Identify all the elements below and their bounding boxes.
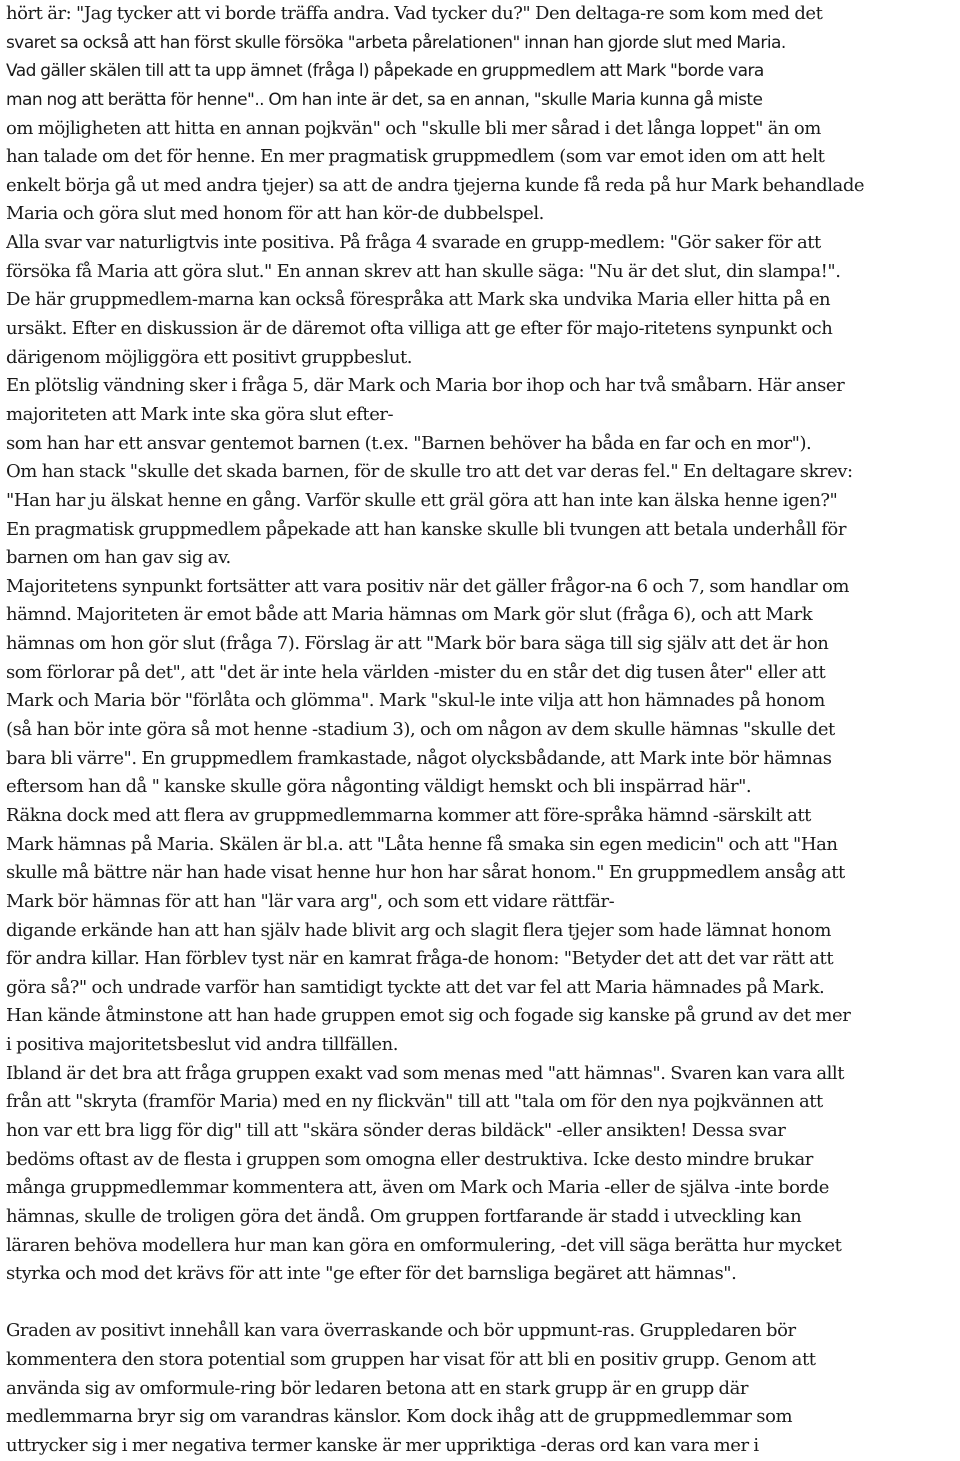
text-line: hämnas, skulle de troligen göra det ändå. Om gruppen fortfarande är stadd i utveckling kan <box>6 1205 802 1227</box>
text-line: (så han bör inte göra så mot henne -stadium 3), och om någon av dem skulle hämnas "skulle det <box>6 719 835 741</box>
text-line: De här gruppmedlem-marna kan också förespråka att Mark ska undvika Maria eller hitta på en <box>6 289 831 311</box>
text-line: svaret sa också att han först skulle försöka "arbeta pårelationen" innan han gjorde slut med Maria. <box>6 32 786 53</box>
text-line: skulle må bättre när han hade visat henne hur hon har sårat honom." En gruppmedlem ansåg att <box>6 862 845 884</box>
text-line: digande erkände han att han själv hade blivit arg och slagit flera tjejer som hade lämnat honom <box>6 919 831 941</box>
paragraph-gap <box>6 1289 960 1318</box>
text-line: styrka och mod det krävs för att inte "ge efter för det barnsliga begäret att hämnas". <box>6 1263 737 1285</box>
text-line: göra så?" och undrade varför han samtidigt tyckte att det var fel att Maria hämnades på Mark. <box>6 976 825 998</box>
text-line: han talade om det för henne. En mer pragmatisk gruppmedlem (som var emot iden om att helt <box>6 146 825 168</box>
text-line: Räkna dock med att flera av gruppmedlemmarna kommer att före-språka hämnd -särskilt att <box>6 804 811 826</box>
text-line: som han har ett ansvar gentemot barnen (t.ex. "Barnen behöver ha båda en far och en mor"). <box>6 432 812 454</box>
text-line: majoriteten att Mark inte ska göra slut efter- <box>6 403 394 425</box>
text-line: försöka få Maria att göra slut." En annan skrev att han skulle säga: "Nu är det slut, din slampa!". <box>6 260 841 282</box>
text-line: hon var ett bra ligg för dig" till att "skära sönder deras bildäck" -eller ansikten! Dessa svar <box>6 1119 786 1141</box>
text-line: eftersom han då " kanske skulle göra någonting väldigt hemskt och bli inspärrad här". <box>6 776 752 798</box>
text-line: bedöms oftast av de flesta i gruppen som omogna eller destruktiva. Icke desto mindre brukar <box>6 1148 813 1170</box>
text-line: hört är: "Jag tycker att vi borde träffa andra. Vad tycker du?" Den deltaga-re som kom med det <box>6 3 823 24</box>
text-line: från att "skryta (framför Maria) med en ny flickvän" till att "tala om för den nya pojkvännen att <box>6 1091 823 1113</box>
text-line: "Han har ju älskat henne en gång. Varför skulle ett gräl göra att han inte kan älska henne igen?" <box>6 489 838 511</box>
text-line: Alla svar var naturligtvis inte positiva. På fråga 4 svarade en grupp-medlem: "Gör saker för att <box>6 232 821 254</box>
text-line: läraren behöva modellera hur man kan göra en omformulering, -det vill säga berätta hur mycket <box>6 1234 842 1256</box>
text-line: använda sig av omformule-ring bör ledaren betona att en stark grupp är en grupp där <box>6 1377 749 1399</box>
text-line: En pragmatisk gruppmedlem påpekade att han kanske skulle bli tvungen att betala underhåll för <box>6 518 846 540</box>
text-line: Majoritetens synpunkt fortsätter att vara positiv när det gäller frågor-na 6 och 7, som handlar om <box>6 575 850 597</box>
text-line: Graden av positivt innehåll kan vara överraskande och bör uppmunt-ras. Gruppledaren bör <box>6 1320 796 1342</box>
text-line: Om han stack "skulle det skada barnen, för de skulle tro att det var deras fel." En deltagare skrev: <box>6 461 853 483</box>
text-line: Mark hämnas på Maria. Skälen är bl.a. att "Låta henne få smaka sin egen medicin" och att "Han <box>6 833 838 855</box>
text-line: Vad gäller skälen till att ta upp ämnet (fråga l) påpekade en gruppmedlem att Mark "borde vara <box>6 61 764 82</box>
text-line: enkelt börja gå ut med andra tjejer) sa att de andra tjejerna kunde få reda på hur Mark behandlade <box>6 174 865 196</box>
text-line: ursäkt. Efter en diskussion är de däremot ofta villiga att ge efter för majo-ritetens synpunkt och <box>6 318 833 340</box>
text-line: hämnd. Majoriteten är emot både att Maria hämnas om Mark gör slut (fråga 6), och att Mark <box>6 604 813 626</box>
text-line: som förlorar på det", att "det är inte hela världen -mister du en står det dig tusen åter" eller att <box>6 661 826 683</box>
text-line: många gruppmedlemmar kommentera att, även om Mark och Maria -eller de själva -inte borde <box>6 1177 829 1199</box>
text-line: Han kände åtminstone att han hade gruppen emot sig och fogade sig kanske på grund av det mer <box>6 1005 851 1027</box>
text-line: medlemmarna bryr sig om varandras känslor. Kom dock ihåg att de gruppmedlemmar som <box>6 1406 793 1428</box>
text-line: kommentera den stora potential som gruppen har visat för att bli en positiv grupp. Genom att <box>6 1349 816 1371</box>
text-line: i positiva majoritetsbeslut vid andra tillfällen. <box>6 1034 398 1056</box>
text-line: om möjligheten att hitta en annan pojkvän" och "skulle bli mer sårad i det långa loppet" än om <box>6 117 821 139</box>
text-line: Mark bör hämnas för att han "lär vara arg", och som ett vidare rättfär- <box>6 890 615 912</box>
text-line: barnen om han gav sig av. <box>6 547 231 569</box>
text-line: därigenom möjliggöra ett positivt gruppbeslut. <box>6 346 413 368</box>
text-line: hämnas om hon gör slut (fråga 7). Förslag är att "Mark bör bara säga till sig själv att det är hon <box>6 633 829 655</box>
text-line: bara bli värre". En gruppmedlem framkastade, något olycksbådande, att Mark inte bör hämnas <box>6 747 832 769</box>
text-line: Ibland är det bra att fråga gruppen exakt vad som menas med "att hämnas". Svaren kan vara allt <box>6 1062 844 1084</box>
text-line: Maria och göra slut med honom för att han kör-de dubbelspel. <box>6 203 544 225</box>
text-line: Mark och Maria bör "förlåta och glömma". Mark "skul-le inte vilja att hon hämnades på honom <box>6 690 825 712</box>
text-line: uttrycker sig i mer negativa termer kanske är mer uppriktiga -deras ord kan vara mer i <box>6 1435 759 1457</box>
text-line: för andra killar. Han förblev tyst när en kamrat fråga-de honom: "Betyder det att det var rätt att <box>6 948 834 970</box>
text-line: man nog att berätta för henne".. Om han inte är det, sa en annan, "skulle Maria kunna gå miste <box>6 89 763 110</box>
text-line: En plötslig vändning sker i fråga 5, där Mark och Maria bor ihop och har två småbarn. Här anser <box>6 375 845 397</box>
